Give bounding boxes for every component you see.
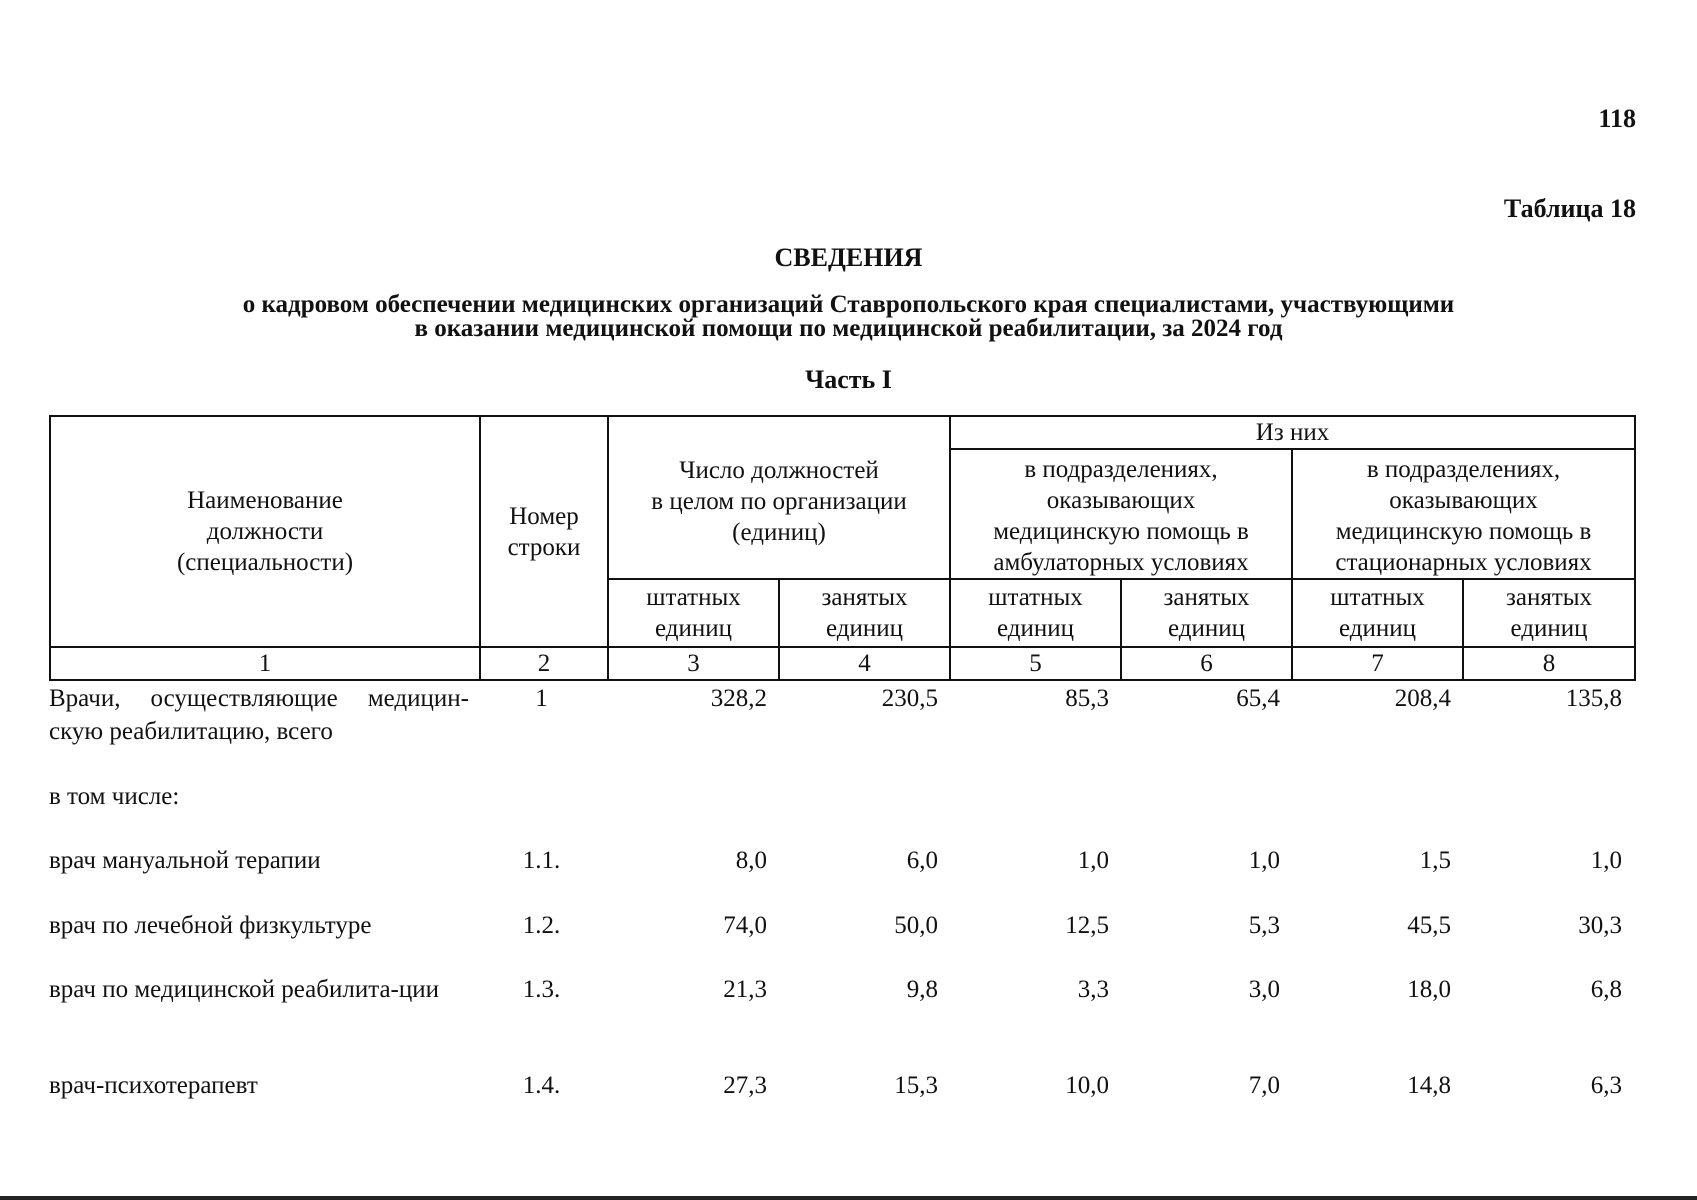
table-row xyxy=(49,909,1634,973)
row-number: 1.2. xyxy=(522,912,561,939)
header-inpatient-line: медицинскую помощь в xyxy=(1335,518,1592,545)
row-value: 3,0 xyxy=(1248,976,1280,1003)
header-occupied-line: занятых xyxy=(821,584,908,611)
header-inpatient-line: стационарных условиях xyxy=(1335,549,1592,576)
row-value: 15,3 xyxy=(894,1072,938,1099)
row-value: 7,0 xyxy=(1248,1072,1280,1099)
row-value: 85,3 xyxy=(1065,685,1109,712)
column-number: 8 xyxy=(1463,647,1635,680)
header-ambulatory-line: амбулаторных условиях xyxy=(993,549,1249,576)
column-number: 5 xyxy=(950,647,1121,680)
header-total-line: Число должностей xyxy=(679,457,879,484)
table-row xyxy=(49,780,1634,844)
row-value: 5,3 xyxy=(1248,912,1280,939)
row-name: врач-психотерапевт xyxy=(49,1072,258,1099)
header-name xyxy=(50,416,480,647)
header-total-line: (единиц) xyxy=(732,519,826,546)
header-inpatient-line: в подразделениях, xyxy=(1366,456,1561,483)
header-occupied-units xyxy=(779,579,950,647)
column-number: 3 xyxy=(608,647,779,680)
document-title: СВЕДЕНИЯ xyxy=(774,243,923,272)
row-value: 1,0 xyxy=(1077,847,1109,874)
column-number: 7 xyxy=(1292,647,1463,680)
document-subtitle xyxy=(120,293,1577,341)
header-rownum xyxy=(480,416,608,647)
row-value: 135,8 xyxy=(1565,685,1622,712)
row-value: 6,0 xyxy=(906,847,938,874)
row-value: 27,3 xyxy=(723,1072,767,1099)
row-name: врач мануальной терапии xyxy=(49,847,321,874)
header-ambulatory xyxy=(950,449,1292,579)
header-staff-line: единиц xyxy=(1339,615,1417,642)
row-value: 30,3 xyxy=(1578,912,1622,939)
row-value: 230,5 xyxy=(881,685,938,712)
header-staff-line: единиц xyxy=(654,615,732,642)
header-name-line: (специальности) xyxy=(176,549,354,576)
header-staff-units xyxy=(608,579,779,647)
header-staff-line: штатных xyxy=(1330,584,1425,611)
row-number: 1.3. xyxy=(522,976,561,1003)
row-value: 6,8 xyxy=(1590,976,1622,1003)
row-name: Врачи, осуществляющие медицин-скую реабилитацию, всего xyxy=(49,685,469,745)
header-rownum-line: строки xyxy=(507,533,581,561)
row-value: 1,0 xyxy=(1590,847,1622,874)
header-ambulatory-line: в подразделениях, xyxy=(1024,456,1218,483)
header-total xyxy=(608,416,950,579)
header-name-line: Наименование xyxy=(187,487,343,514)
row-value: 10,0 xyxy=(1065,1072,1109,1099)
row-value: 14,8 xyxy=(1407,1072,1451,1099)
row-value: 74,0 xyxy=(723,912,767,939)
header-occupied-units xyxy=(1121,579,1292,647)
header-of-them: Из них xyxy=(950,416,1635,449)
row-number: 1.1. xyxy=(522,847,561,874)
column-number: 2 xyxy=(480,647,608,680)
table-row xyxy=(49,844,1634,909)
header-staff-units xyxy=(950,579,1121,647)
row-number: 1.4. xyxy=(522,1072,561,1099)
header-staff-units xyxy=(1292,579,1463,647)
header-occupied-line: единиц xyxy=(826,615,904,642)
header-inpatient-line: оказывающих xyxy=(1389,487,1538,514)
subtitle-line-2: в оказании медицинской помощи по медицинской реабилитации, за 2024 год xyxy=(414,315,1283,342)
row-value: 45,5 xyxy=(1407,912,1451,939)
header-staff-line: единиц xyxy=(997,615,1075,642)
header-occupied-units xyxy=(1463,579,1635,647)
row-value: 3,3 xyxy=(1077,976,1109,1003)
row-value: 21,3 xyxy=(723,976,767,1003)
row-value: 6,3 xyxy=(1590,1072,1622,1099)
table-body xyxy=(49,682,1634,1109)
subtitle-line-1: о кадровом обеспечении медицинских организаций Ставропольского края специалистами, участвующими xyxy=(242,291,1455,318)
column-number: 6 xyxy=(1121,647,1292,680)
row-name: врач по медицинской реабилита-ции xyxy=(49,976,440,1003)
header-rownum-line: Номер xyxy=(509,502,579,530)
page-number: 118 xyxy=(1598,104,1636,133)
row-value: 18,0 xyxy=(1407,976,1451,1003)
row-name: в том числе: xyxy=(49,783,180,810)
row-value: 328,2 xyxy=(710,685,767,712)
row-value: 65,4 xyxy=(1236,685,1280,712)
header-occupied-line: занятых xyxy=(1163,584,1250,611)
row-value: 12,5 xyxy=(1065,912,1109,939)
row-value: 1,0 xyxy=(1248,847,1280,874)
row-value: 50,0 xyxy=(894,912,938,939)
row-number: 1 xyxy=(535,685,548,712)
table-row xyxy=(49,1069,1634,1109)
header-total-line: в целом по организации xyxy=(651,488,907,515)
column-number: 1 xyxy=(50,647,480,680)
table-number: Таблица 18 xyxy=(1503,194,1636,223)
header-ambulatory-line: медицинскую помощь в xyxy=(993,518,1249,545)
header-staff-line: штатных xyxy=(646,584,741,611)
column-number: 4 xyxy=(779,647,950,680)
header-ambulatory-line: оказывающих xyxy=(1046,487,1196,514)
header-occupied-line: занятых xyxy=(1505,584,1593,611)
part-label: Часть I xyxy=(805,365,892,394)
header-occupied-line: единиц xyxy=(1168,615,1246,642)
table-header xyxy=(49,415,1636,681)
row-value: 208,4 xyxy=(1394,685,1451,712)
header-staff-line: штатных xyxy=(988,584,1083,611)
header-name-line: должности xyxy=(206,518,324,545)
table-row xyxy=(49,682,1634,780)
page-bottom-edge xyxy=(0,1196,1697,1200)
table-row xyxy=(49,973,1634,1069)
row-value: 8,0 xyxy=(735,847,767,874)
row-value: 1,5 xyxy=(1419,847,1451,874)
row-name: врач по лечебной физкультуре xyxy=(49,912,372,939)
header-inpatient xyxy=(1292,449,1635,579)
row-value: 9,8 xyxy=(906,976,938,1003)
header-occupied-line: единиц xyxy=(1510,615,1588,642)
